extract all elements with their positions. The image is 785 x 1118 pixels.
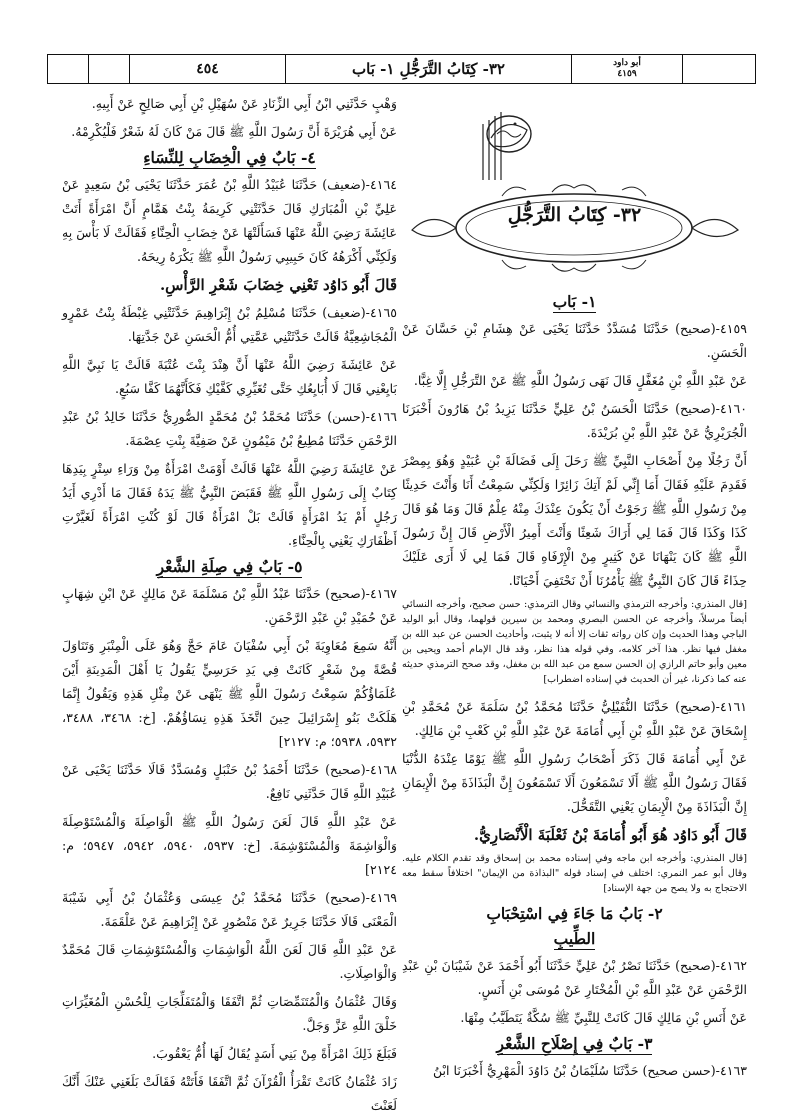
commentary-line: قَالَ أَبُو دَاوُد هُوَ أَبُو أُمَامَةَ بْنُ ثَعْلَبَةَ الْأَنْصَارِيُّ. bbox=[473, 826, 747, 844]
hadith-paragraph: ٤١٦٩-(صحيح) حَدَّثَنَا مُحَمَّدُ بْنُ عِيسَى وَعُثْمَانُ بْنُ أَبِي شَيْبَةَ الْمَعْنَى قَالَا حَدَّثَنَا جَرِيرٌ عَنْ مَنْصُورٍ عَنْ إِبْرَاهِيمَ عَنْ عَلْقَمَةَ. bbox=[62, 890, 397, 929]
hadith-paragraph: عَنْ أَبِي أُمَامَةَ قَالَ ذَكَرَ أَصْحَابُ رَسُولِ اللَّهِ ﷺ يَوْمًا عِنْدَهُ الدُّنْيَا فَقَالَ رَسُولُ اللَّهِ ﷺ أَلَا تَسْمَعُونَ أَلَا تَسْمَعُونَ إِنَّ الْبَذَاذَةَ مِنْ الْإِيمَانِ إِنَّ الْبَذَاذَةَ مِنْ الْإِيمَانِ يَعْنِي التَّقَحُّلَ. bbox=[402, 751, 747, 814]
hadith-paragraph: ٤١٦١-(صحيح) حَدَّثَنَا النُّفَيْلِيُّ حَدَّثَنَا مُحَمَّدُ بْنُ سَلَمَةَ عَنْ مُحَمَّدِ بْنِ إِسْحَاقَ عَنْ عَبْدِ اللَّهِ بْنِ أَبِي أُمَامَةَ عَنْ عَبْدِ اللَّهِ بْنِ كَعْبِ بْنِ مَالِكٍ. bbox=[402, 699, 747, 738]
hadith-paragraph: ٤١٦٤-(ضعيف) حَدَّثَنَا عُبَيْدُ اللَّهِ بْنُ عُمَرَ حَدَّثَنَا يَحْيَى بْنُ سَعِيدٍ عَنْ عَلِيِّ بْنِ الْمُبَارَكِ قَالَ حَدَّثَتْنِي كَرِيمَةُ بِنْتُ هَمَّامٍ أَنَّ امْرَأَةً أَتَتْ عَائِشَةَ رَضِيَ اللَّهُ عَنْهَا فَسَأَلَتْهَا عَنْ خِضَابِ الْحِنَّاءِ فَقَالَتْ لَا بَأْسَ بِهِ وَلَكِنِّي أَكْرَهُهُ كَانَ حَبِيبِي رَسُولُ اللَّهِ ﷺ يَكْرَهُ رِيحَهُ. bbox=[62, 177, 397, 264]
section-heading: ٣- بَابٌ فِي إِصْلَاحِ الشَّعْرِ bbox=[496, 1034, 653, 1053]
hadith-paragraph: وَقَالَ عُثْمَانُ وَالْمُتَنَمِّصَاتِ ثُمَّ اتَّفَقَا وَالْمُتَفَلِّجَاتِ لِلْحُسْنِ الْمُغَيِّرَاتِ خَلْقَ اللَّهِ عَزَّ وَجَلَّ. bbox=[62, 994, 397, 1033]
left-column bbox=[62, 92, 398, 1113]
hadith-paragraph: ٤١٦٠-(صحيح) حَدَّثَنَا الْحَسَنُ بْنُ عَلِيٍّ حَدَّثَنَا يَزِيدُ بْنُ هَارُونَ أَخْبَرَنَا الْجُرَيْرِيُّ عَنْ عَبْدِ اللَّهِ بْنِ بُرَيْدَةَ. bbox=[402, 401, 747, 440]
hadith-paragraph: ٤١٦٣-(حسن صحيح) حَدَّثَنَا سُلَيْمَانُ بْنُ دَاوُدَ الْمَهْرِيُّ أَخْبَرَنَا ابْنُ bbox=[432, 1063, 747, 1078]
footnote: [قال المنذري: وأخرجه الترمذي والنسائي وقال الترمذي: حسن صحيح، وأخرجه النسائي أيضاً مرسلاً، وأخرجه عن الحسن البصري ومحمد بن سيرين قولهما، وقال أبو الوليد الباجي وهذا الحديث وإن كان رواته ثقات إلا أنه لا يثبت، وأحاديث الحسن عن عبد الله بن مغفل فيها نظر. هذا آخر كلامه، وفي قوله هذا نظر، وقد قال الإمام أحمد ويحيى بن معين وأبو حاتم الرازي إن الحسن سمع من عبد الله بن مغفل، وقد صحح الترمذي حديثه عنه كما ذكرنا، غير أن الحديث في إسناده اضطراب] bbox=[402, 599, 747, 685]
footnote: [قال المنذري: وأخرجه ابن ماجه وفي إسناده محمد بن إسحاق وقد تقدم الكلام عليه. وقال أبو عمر النمري: اختلف في إسناد قوله "البذاذة من الإيمان" اختلافاً سقط معه الاحتجاج به ولا يصح من جهة الإسناد] bbox=[402, 853, 747, 894]
hadith-paragraph: ٤١٦٦-(حسن) حَدَّثَنَا مُحَمَّدُ بْنُ مُحَمَّدٍ الصُّورِيُّ حَدَّثَنَا خَالِدُ بْنُ عَبْدِ الرَّحْمَنِ حَدَّثَنَا مُطِيعُ بْنُ مَيْمُونٍ عَنْ صَفِيَّةَ بِنْتِ عِصْمَةَ. bbox=[62, 409, 397, 448]
right-column bbox=[402, 92, 747, 1082]
kitab-title: ٣٢- كِتَابُ التَّرَجُّلِ bbox=[507, 204, 642, 226]
book-name: أبو داود bbox=[613, 58, 641, 68]
hadith-paragraph: فَبَلَغَ ذَلِكَ امْرَأَةً مِنْ بَنِي أَسَدٍ يُقَالُ لَهَا أُمُّ يَعْقُوبَ. bbox=[152, 1046, 397, 1061]
kitab-title-frame bbox=[402, 170, 747, 290]
text-line: وَهْبٍ حَدَّثَنِي ابْنُ أَبِي الزِّنَادِ عَنْ سُهَيْلِ بْنِ أَبِي صَالِحٍ عَنْ أَبِيهِ. bbox=[91, 96, 397, 111]
hadith-paragraph: ٤١٦٥-(ضعيف) حَدَّثَنَا مُسْلِمُ بْنُ إِبْرَاهِيمَ حَدَّثَتْنِي غِبْطَةُ بِنْتُ عَمْرٍو الْمُجَاشِعِيَّةُ قَالَتْ حَدَّثَتْنِي عَمَّتِي أُمُّ الْحَسَنِ عَنْ جَدَّتِهَا. bbox=[62, 305, 397, 344]
section-heading: ١- بَاب bbox=[552, 292, 597, 311]
commentary-line: قَالَ أَبُو دَاوُد تَعْنِي خِضَابَ شَعْرِ الرَّأْسِ. bbox=[159, 276, 397, 294]
section-heading: الطِّيبِ bbox=[553, 929, 596, 948]
header-empty-cell bbox=[683, 55, 755, 83]
hadith-paragraph: ٤١٦٨-(صحيح) حَدَّثَنَا أَحْمَدُ بْنُ حَنْبَلٍ وَمُسَدَّدٌ قَالَا حَدَّثَنَا يَحْيَى عَنْ عُبَيْدِ اللَّهِ قَالَ حَدَّثَنِي نَافِعٌ. bbox=[62, 762, 397, 801]
hadith-paragraph: زَادَ عُثْمَانُ كَانَتْ تَقْرَأُ الْقُرْآنَ ثُمَّ اتَّفَقَا فَأَتَتْهُ فَقَالَتْ بَلَغَنِي عَنْكَ أَنَّكَ لَعَنْتَ bbox=[62, 1074, 397, 1113]
hadith-paragraph: ٤١٥٩-(صحيح) حَدَّثَنَا مُسَدَّدٌ حَدَّثَنَا يَحْيَى عَنْ هِشَامِ بْنِ حَسَّانَ عَنْ الْحَسَنِ. bbox=[402, 321, 747, 360]
hadith-range: ٤١٥٩ bbox=[617, 69, 637, 79]
hadith-paragraph: عَنْ عَائِشَةَ رَضِيَ اللَّهُ عَنْهَا أَنَّ هِنْدَ بِنْتَ عُتْبَةَ قَالَتْ يَا نَبِيَّ اللَّهِ بَايِعْنِي قَالَ لَا أُبَايِعُكِ حَتَّى تُغَيِّرِي كَفَّيْكِ فَكَأَنَّهُمَا كَفَّا سَبُعٍ. bbox=[62, 357, 397, 396]
section-heading: ٢- بَابُ مَا جَاءَ فِي اسْتِحْبَابِ bbox=[486, 904, 663, 923]
hadith-paragraph: أَنَّ رَجُلًا مِنْ أَصْحَابِ النَّبِيِّ ﷺ رَحَلَ إِلَى فَضَالَةَ بْنِ عُبَيْدٍ وَهُوَ بِمِصْرَ فَقَدِمَ عَلَيْهِ فَقَالَ أَمَا إِنِّي لَمْ آتِكَ زَائِرًا وَلَكِنِّي سَمِعْتُ أَنَا وَأَنْتَ حَدِيثًا مِنْ رَسُولِ اللَّهِ ﷺ رَجَوْتُ أَنْ يَكُونَ عِنْدَكَ مِنْهُ عِلْمٌ قَالَ وَمَا هُوَ قَالَ كَذَا وَكَذَا قَالَ فَمَا لِي أَرَاكَ شَعِثًا وَأَنْتَ أَمِيرُ الْأَرْضِ قَالَ إِنَّ رَسُولَ اللَّهِ ﷺ كَانَ يَنْهَانَا عَنْ كَثِيرٍ مِنْ الْإِرْفَاهِ قَالَ فَمَا لِي لَا أَرَى عَلَيْكَ حِذَاءً قَالَ كَانَ النَّبِيُّ ﷺ يَأْمُرُنَا أَنْ نَحْتَفِيَ أَحْيَانًا. bbox=[402, 453, 747, 588]
ornamental-frame-icon bbox=[402, 170, 747, 290]
hadith-paragraph: أَنَّهُ سَمِعَ مُعَاوِيَةَ بْنَ أَبِي سُفْيَانَ عَامَ حَجَّ وَهُوَ عَلَى الْمِنْبَرِ وَتَنَاوَلَ قُصَّةً مِنْ شَعْرٍ كَانَتْ فِي يَدِ حَرَسِيٍّ يَقُولُ يَا أَهْلَ الْمَدِينَةِ أَيْنَ عُلَمَاؤُكُمْ سَمِعْتُ رَسُولَ اللَّهِ ﷺ يَنْهَى عَنْ مِثْلِ هَذِهِ وَيَقُولُ إِنَّمَا هَلَكَتْ بَنُو إِسْرَائِيلَ حِينَ اتَّخَذَ هَذِهِ نِسَاؤُهُمْ. [خ: ٣٤٦٨، ٣٤٨٨، ٥٩٣٢، ٥٩٣٨؛ م: ٢١٢٧] bbox=[62, 638, 398, 749]
header-empty-cell bbox=[48, 55, 89, 83]
text-line: عَنْ أَبِي هُرَيْرَةَ أَنَّ رَسُولَ اللَّهِ ﷺ قَالَ مَنْ كَانَ لَهُ شَعْرٌ فَلْيُكْرِمْهُ. bbox=[71, 124, 397, 139]
hadith-paragraph: ٤١٦٢-(صحيح) حَدَّثَنَا نَصْرُ بْنُ عَلِيٍّ حَدَّثَنَا أَبُو أَحْمَدَ عَنْ شَيْبَانَ بْنِ عَبْدِ الرَّحْمَنِ عَنْ عَبْدِ اللَّهِ بْنِ الْمُخْتَارِ عَنْ مُوسَى بْنِ أَنَسٍ. bbox=[402, 958, 747, 997]
hadith-paragraph: عَنْ عَبْدِ اللَّهِ بْنِ مُغَفَّلٍ قَالَ نَهَى رَسُولُ اللَّهِ ﷺ عَنْ التَّرَجُّلِ إِلَّا غِبًّا. bbox=[413, 373, 747, 388]
hadith-paragraph: عَنْ عَائِشَةَ رَضِيَ اللَّهُ عَنْهَا قَالَتْ أَوْمَتْ امْرَأَةٌ مِنْ وَرَاءِ سِتْرٍ بِيَدِهَا كِتَابٌ إِلَى رَسُولِ اللَّهِ ﷺ فَقَبَضَ النَّبِيُّ ﷺ يَدَهُ فَقَالَ مَا أَدْرِي أَيَدُ رَجُلٍ أَمْ يَدُ امْرَأَةٍ قَالَتْ بَلْ امْرَأَةٌ قَالَ لَوْ كُنْتِ امْرَأَةً لَغَيَّرْتِ أَظْفَارَكِ يَعْنِي بِالْحِنَّاءِ. bbox=[62, 461, 397, 548]
header-empty-cell bbox=[89, 55, 130, 83]
hadith-paragraph: عَنْ أَنَسِ بْنِ مَالِكٍ قَالَ كَانَتْ لِلنَّبِيِّ ﷺ سُكَّةٌ يَتَطَيَّبُ مِنْهَا. bbox=[460, 1010, 747, 1025]
page-header bbox=[47, 54, 756, 84]
hadith-paragraph: ٤١٦٧-(صحيح) حَدَّثَنَا عَبْدُ اللَّهِ بْنُ مَسْلَمَةَ عَنْ مَالِكٍ عَنْ ابْنِ شِهَابٍ عَنْ حُمَيْدِ بْنِ عَبْدِ الرَّحْمَنِ. bbox=[62, 586, 397, 625]
book-info bbox=[572, 55, 683, 83]
hadith-paragraph: عَنْ عَبْدِ اللَّهِ قَالَ لَعَنَ اللَّهُ الْوَاشِمَاتِ وَالْمُسْتَوْشِمَاتِ قَالَ مُحَمَّدٌ وَالْوَاصِلَاتِ. bbox=[62, 942, 397, 981]
section-heading: ٥- بَابٌ فِي صِلَةِ الشَّعْرِ bbox=[156, 557, 303, 576]
section-heading: ٤- بَابٌ فِي الْخِضَابِ لِلنِّسَاءِ bbox=[143, 148, 316, 167]
page-number: ٤٥٤ bbox=[130, 55, 286, 83]
chapter-title: ٣٢- كِتَابُ التَّرَجُّلِ ١- بَاب bbox=[286, 55, 572, 83]
hadith-paragraph: عَنْ عَبْدِ اللَّهِ قَالَ لَعَنَ رَسُولُ اللَّهِ ﷺ الْوَاصِلَةَ وَالْمُسْتَوْصِلَةَ وَالْوَاشِمَةَ وَالْمُسْتَوْشِمَةَ. [خ: ٥٩٣٧، ٥٩٤٠، ٥٩٤٢، ٥٩٤٧؛ م: ٢١٢٤] bbox=[62, 814, 397, 877]
